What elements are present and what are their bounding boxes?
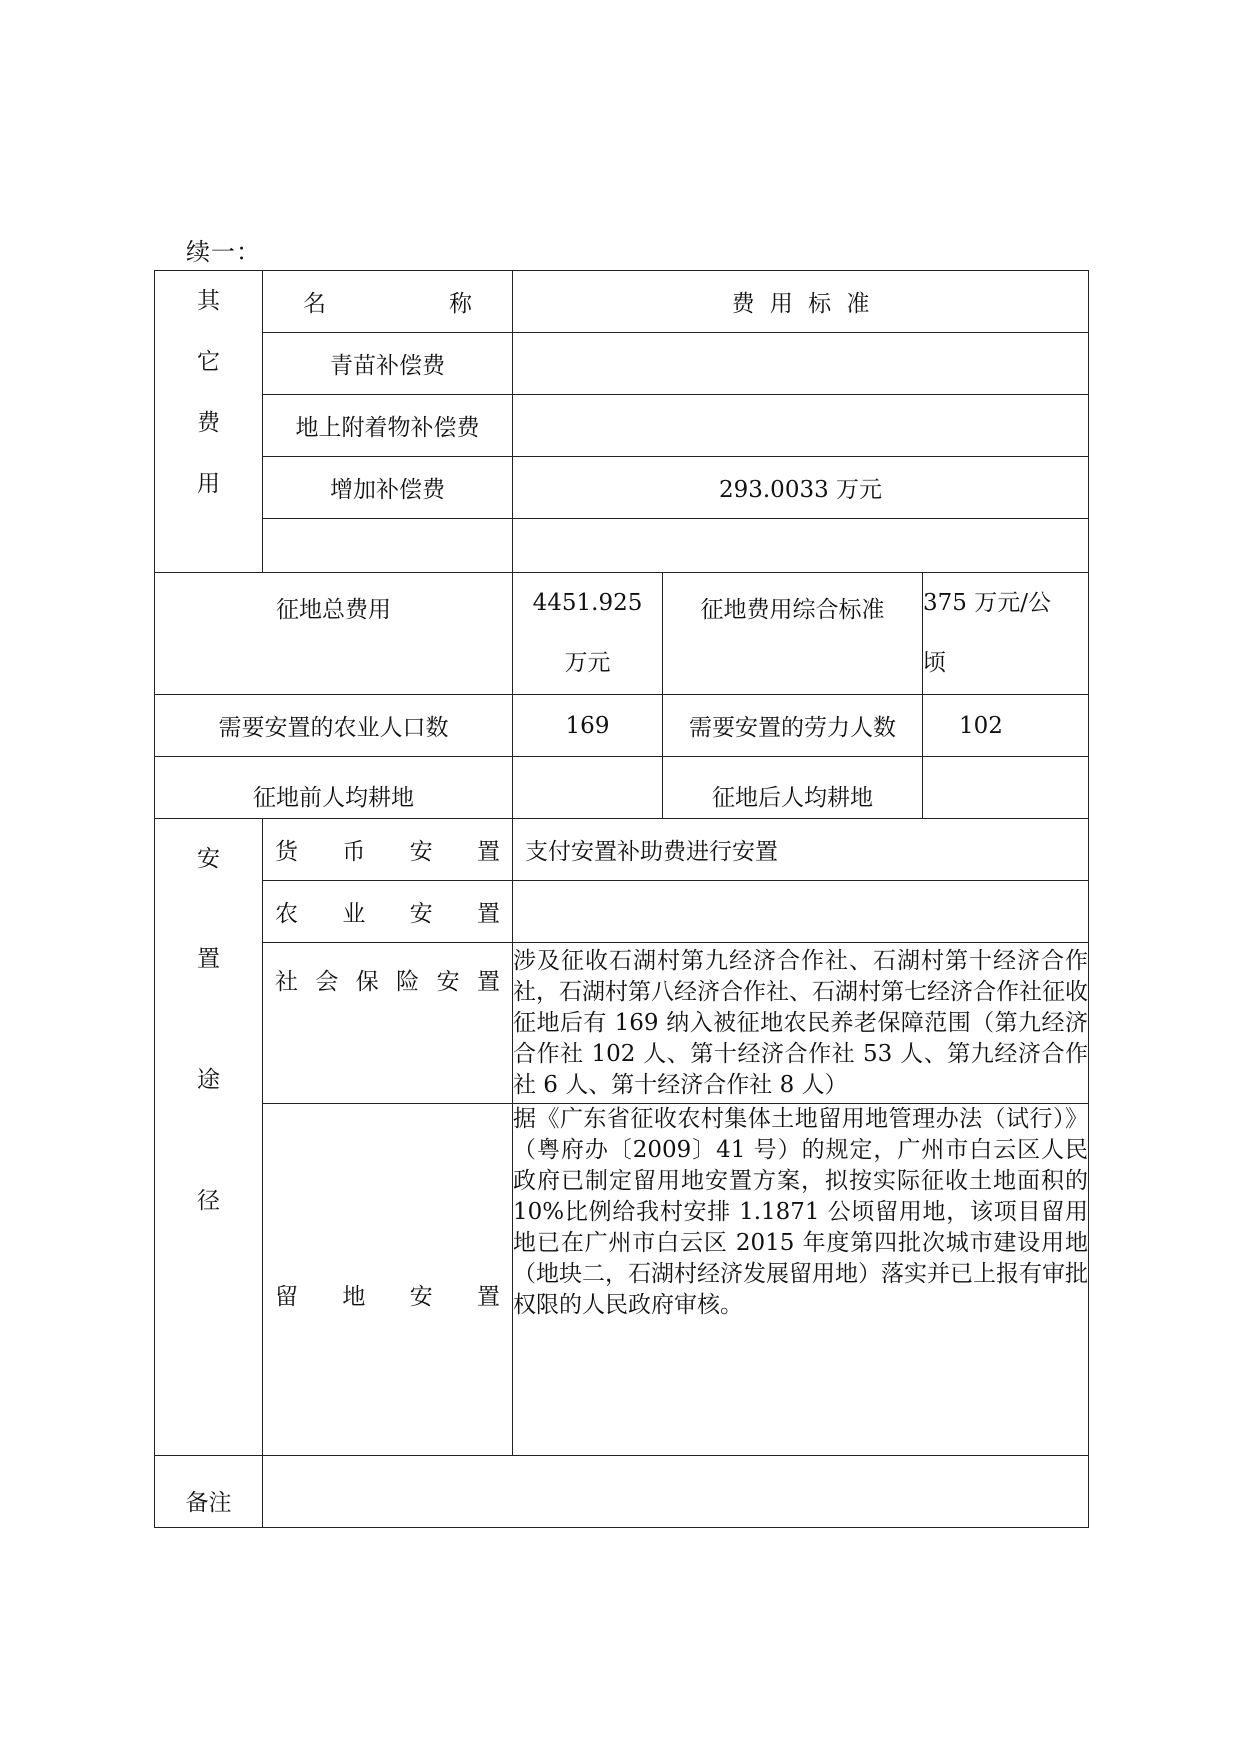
composite-standard-value: 375 万元/公 顷 — [923, 573, 1089, 695]
resettlement-method-label: 农 业 安 置 — [263, 881, 513, 943]
resettlement-method-text — [513, 881, 1089, 943]
fee-value: 293.0033 万元 — [513, 457, 1089, 519]
resettlement-method-label: 留 地 安 置 — [263, 1104, 513, 1456]
fee-value — [513, 395, 1089, 457]
total-fee-value: 4451.925 万元 — [513, 573, 663, 695]
fee-value — [513, 519, 1089, 573]
resettlement-method-label: 社 会 保 险 安 置 — [263, 943, 513, 1104]
agri-population-label: 需要安置的农业人口数 — [155, 695, 513, 757]
resettlement-group-label: 安 置 途 径 — [155, 819, 263, 1456]
other-fees-group-label: 其 它 费 用 — [155, 271, 263, 573]
total-fee-label: 征地总费用 — [155, 573, 513, 695]
fee-value — [513, 333, 1089, 395]
resettlement-method-label: 货 币 安 置 — [263, 819, 513, 881]
remarks-label: 备注 — [155, 1456, 263, 1528]
fee-name — [263, 519, 513, 573]
land-after-label: 征地后人均耕地 — [663, 757, 923, 819]
labor-count-label: 需要安置的劳力人数 — [663, 695, 923, 757]
land-after-value — [923, 757, 1089, 819]
resettlement-method-text: 涉及征收石湖村第九经济合作社、石湖村第十经济合作社，石湖村第八经济合作社、石湖村第七经济合作社征收征地后有 169 纳入被征地农民养老保障范围（第九经济合作社 102 人、第十经济合作社 53 人、第九经济合作社 6 人、第十经济合作社 8 人） — [513, 943, 1089, 1104]
labor-count-value: 102 — [923, 695, 1089, 757]
land-before-value — [513, 757, 663, 819]
land-acquisition-table — [154, 270, 1089, 1528]
resettlement-method-text: 支付安置补助费进行安置 — [513, 819, 1089, 881]
fee-name: 青苗补偿费 — [263, 333, 513, 395]
agri-population-value: 169 — [513, 695, 663, 757]
land-before-label: 征地前人均耕地 — [155, 757, 513, 819]
fee-name: 地上附着物补偿费 — [263, 395, 513, 457]
standard-header: 费 用 标 准 — [513, 271, 1089, 333]
name-header: 名 称 — [263, 271, 513, 333]
remarks-value — [263, 1456, 1089, 1528]
fee-name: 增加补偿费 — [263, 457, 513, 519]
composite-standard-label: 征地费用综合标准 — [663, 573, 923, 695]
resettlement-method-text: 据《广东省征收农村集体土地留用地管理办法（试行）》（粤府办〔2009〕41 号）的规定，广州市白云区人民政府已制定留用地安置方案，拟按实际征收土地面积的 10%比例给我村安排 1.1871 公顷留用地，该项目留用地已在广州市白云区 2015 年度第四批次城市建设用地（地块二，石湖村经济发展留用地）落实并已上报有审批权限的人民政府审核。 — [513, 1104, 1089, 1456]
caption: 续一： — [186, 238, 261, 266]
